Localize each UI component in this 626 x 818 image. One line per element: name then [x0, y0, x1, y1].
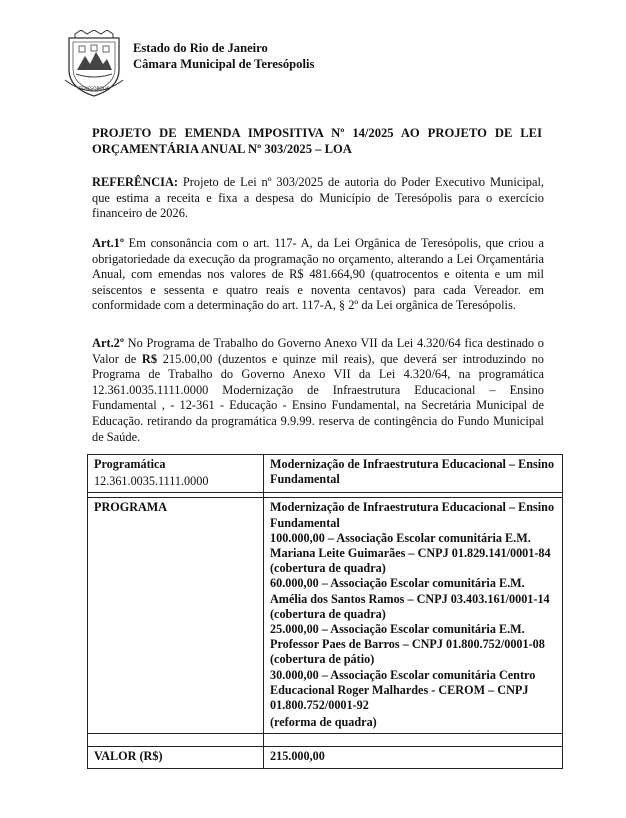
programa-line: (cobertura de quadra) — [270, 606, 386, 621]
programa-line: (cobertura de quadra) — [270, 561, 386, 576]
programa-line: (cobertura de pátio) — [270, 652, 375, 667]
art2-text-a: No Programa de Trabalho do Governo Anexo VII da Lei 4.320/64 fica destinado o Valor de — [92, 336, 544, 366]
header — [133, 40, 314, 72]
valor-label: VALOR (R$) — [88, 747, 264, 768]
table-gap — [264, 734, 563, 747]
budget-table — [87, 454, 563, 769]
programa-line: 60.000,00 – Associação Escolar comunitária E.M. Amélia dos Santos Ramos – CNPJ 03.403.161/0001-14 — [270, 576, 550, 606]
art2-text-b: 215.00,00 (duzentos e quinze mil reais), que deverá ser introduzindo no Programa de Trabalho do Governo Anexo VII da Lei 4.320/64, na programática 12.361.0035.1111.0000 Modernização de Infraestrutura Educacional – Ensino Fundamental , - 12-361 - Educação - Ensino Fundamental, na Secretária Municipal de Educação. retirando da programática 9.9.99. reserva de contingência do Fundo Municipal de Saúde. — [92, 351, 544, 444]
art1-paragraph — [92, 236, 544, 314]
programa-line: 100.000,00 – Associação Escolar comunitária E.M. Mariana Leite Guimarães – CNPJ 01.829.141/0001-84 — [270, 530, 551, 561]
programa-label: PROGRAMA — [88, 498, 264, 734]
crest-banner: TERESÓPOLIS — [78, 87, 110, 92]
referencia-paragraph — [92, 175, 544, 222]
programatica-code: 12.361.0035.1111.0000 — [94, 474, 209, 489]
referencia-text: Projeto de Lei nº 303/2025 de autoria do Poder Executivo Municipal, que estima a receita e fixa a despesa do Município de Teresópolis para o exercício financeiro de 2026. — [92, 175, 544, 221]
programatica-label: Programática — [94, 457, 166, 471]
city-crest-icon — [63, 30, 125, 100]
table-row-valor — [88, 747, 563, 768]
title-line-2: ORÇAMENTÁRIA ANUAL Nº 303/2025 – LOA — [92, 142, 352, 156]
art1-label: Art.1º — [92, 236, 124, 250]
valor-amount: 215.000,00 — [264, 747, 563, 768]
art2-label: Art.2º — [92, 336, 124, 350]
programa-line: 25.000,00 – Associação Escolar comunitária E.M. Professor Paes de Barros – CNPJ 01.800.752/0001-08 — [270, 622, 545, 652]
programatica-cell — [88, 455, 264, 493]
art1-text: Em consonância com o art. 117- A, da Lei Orgânica de Teresópolis, que criou a obrigatoriedade da execução da programação no orçamento, alterando a Lei Orçamentária Anual, com emendas nos valores de R$ 481.664,90 (quatrocentos e oitenta e um mil seiscentos e sessenta e quatro reais e noventa centavos) para cada Vereador. em conformidade com a determinação do art. 117-A, § 2º da Lei orgânica de Teresópolis. — [92, 236, 544, 313]
table-gap — [88, 734, 264, 747]
document-title — [92, 125, 542, 157]
programa-line: Modernização de Infraestrutura Educacional – Ensino Fundamental — [270, 500, 555, 530]
art2-paragraph — [92, 336, 544, 445]
programatica-desc: Modernização de Infraestrutura Educacional – Ensino Fundamental — [264, 455, 563, 493]
header-chamber: Câmara Municipal de Teresópolis — [133, 57, 315, 71]
header-state: Estado do Rio de Janeiro — [133, 41, 268, 55]
programa-line: (reforma de quadra) — [270, 715, 377, 730]
art2-value-label: R$ — [141, 351, 158, 366]
table-row-programatica — [88, 455, 563, 493]
title-line-1: PROJETO DE EMENDA IMPOSITIVA Nº 14/2025 AO PROJETO DE LEI — [92, 126, 542, 140]
referencia-label: REFERÊNCIA: — [92, 175, 179, 189]
programa-cell — [264, 498, 563, 734]
programa-line: 30.000,00 – Associação Escolar comunitária Centro Educacional Roger Malhardes - CEROM – CNPJ 01.800.752/0001-92 — [270, 667, 536, 713]
table-row-programa — [88, 498, 563, 734]
